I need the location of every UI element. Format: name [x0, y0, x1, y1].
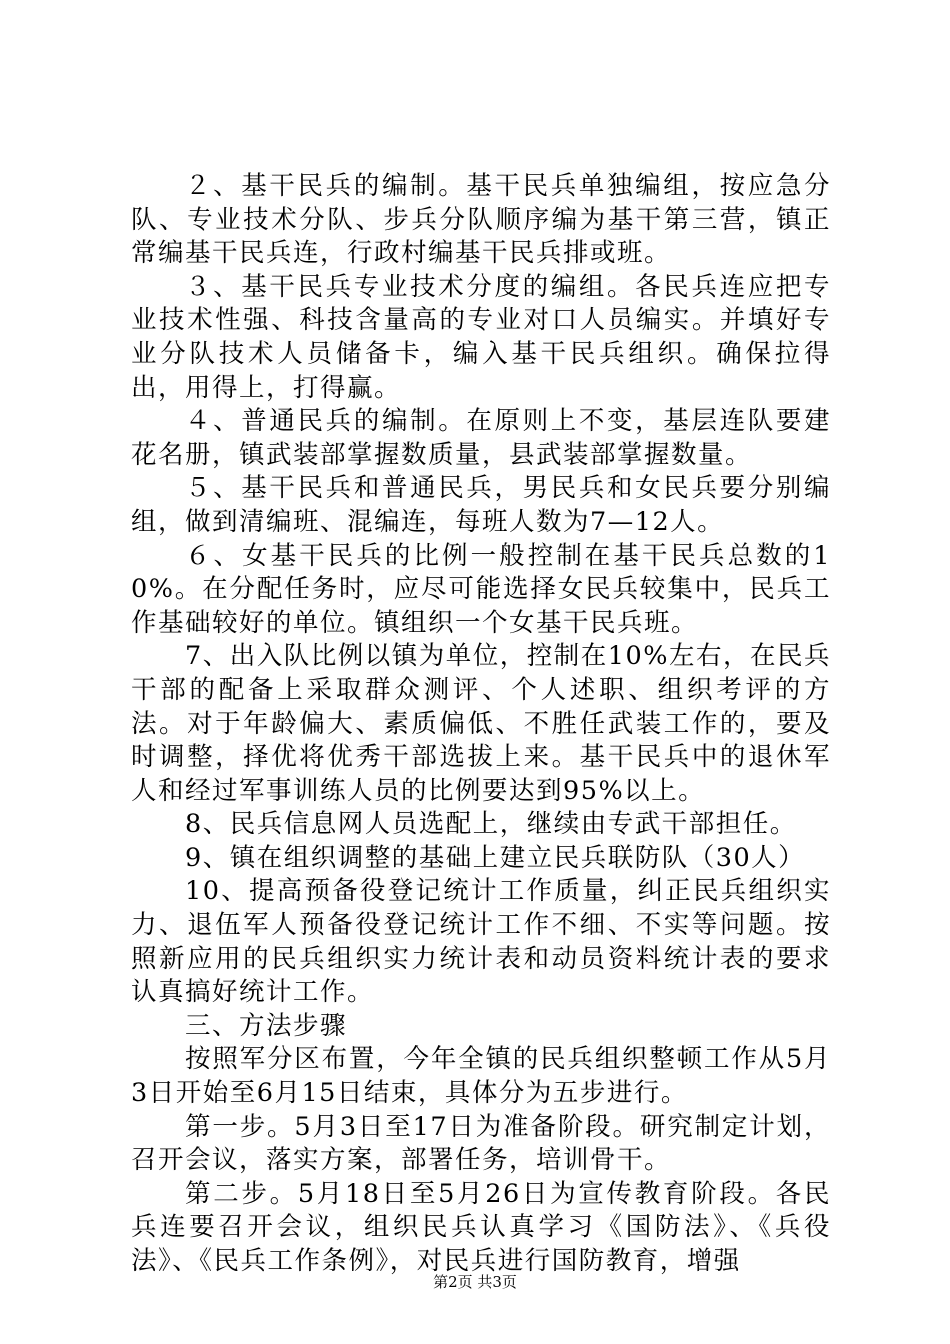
page-footer: 第2页 共3页 — [433, 1273, 517, 1291]
paragraph-step-two: 第二步。5月18日至5月26日为宣传教育阶段。各民兵连要召开会议，组织民兵认真学习《国防法》、《兵役法》、《民兵工作条例》，对民兵进行国防教育，增强 — [131, 1178, 831, 1276]
paragraph-item-2: ２、基干民兵的编制。基干民兵单独编组，按应急分队、专业技术分队、步兵分队顺序编为基干第三营，镇正常编基干民兵连，行政村编基干民兵排或班。 — [131, 171, 831, 269]
paragraph-item-7: 7、出入队比例以镇为单位，控制在10%左右，在民兵干部的配备上采取群众测评、个人述职、组织考评的方法。对于年龄偏大、素质偏低、不胜任武装工作的，要及时调整，择优将优秀干部选拔上来。基干民兵中的退休军人和经过军事训练人员的比例要达到95%以上。 — [131, 641, 831, 806]
paragraph-item-6: ６、女基干民兵的比例一般控制在基干民兵总数的10%。在分配任务时，应尽可能选择女民兵较集中，民兵工作基础较好的单位。镇组织一个女基干民兵班。 — [131, 540, 831, 638]
paragraph-step-one: 第一步。5月3日至17日为准备阶段。研究制定计划，召开会议，落实方案，部署任务，培训骨干。 — [131, 1111, 831, 1176]
paragraph-item-3: ３、基干民兵专业技术分度的编组。各民兵连应把专业技术性强、科技含量高的专业对口人员编实。并填好专业分队技术人员储备卡，编入基干民兵组织。确保拉得出，用得上，打得赢。 — [131, 271, 831, 403]
paragraph-item-10: 10、提高预备役登记统计工作质量，纠正民兵组织实力、退伍军人预备役登记统计工作不细、不实等问题。按照新应用的民兵组织实力统计表和动员资料统计表的要求认真搞好统计工作。 — [131, 876, 831, 1008]
paragraph-item-4: ４、普通民兵的编制。在原则上不变，基层连队要建花名册，镇武装部掌握数质量，县武装部掌握数量。 — [131, 406, 831, 470]
section-heading-methods: 三、方法步骤 — [185, 1010, 348, 1041]
paragraph-item-9: 9、镇在组织调整的基础上建立民兵联防队（30人） — [185, 842, 806, 873]
paragraph-item-5: ５、基干民兵和普通民兵，男民兵和女民兵要分别编组，做到清编班、混编连，每班人数为7—12人。 — [131, 473, 831, 537]
document-body — [131, 170, 831, 1279]
paragraph-schedule: 按照军分区布置，今年全镇的民兵组织整顿工作从5月3日开始至6月15日结束，具体分为五步进行。 — [131, 1044, 831, 1109]
paragraph-item-8: 8、民兵信息网人员选配上，继续由专武干部担任。 — [185, 809, 797, 840]
